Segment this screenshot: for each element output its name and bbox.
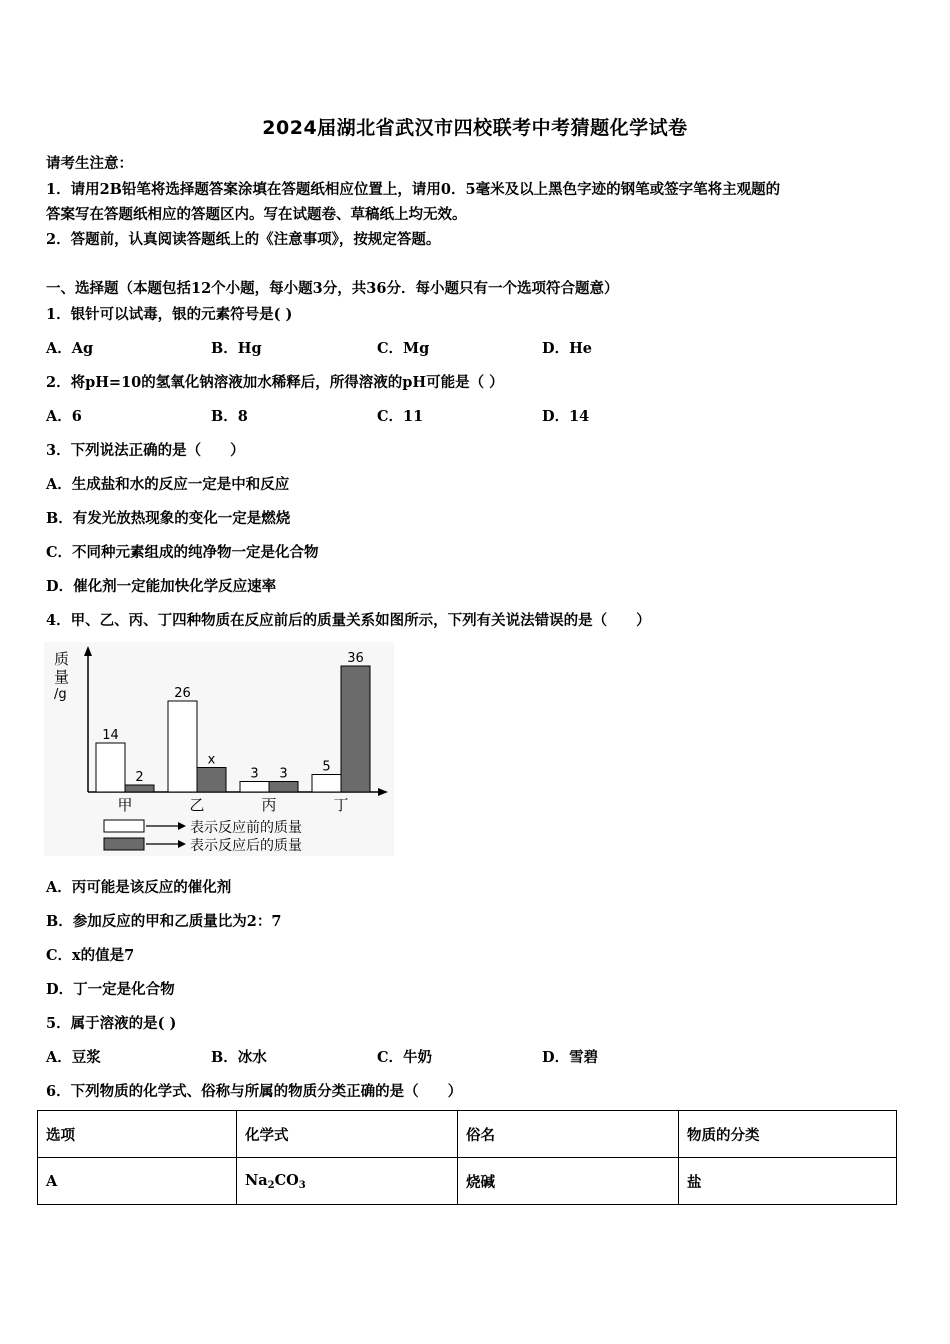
question-4-option-a: A．丙可能是该反应的催化剂 (46, 879, 232, 896)
bar-label-before-4: 5 (322, 759, 331, 775)
table-header-name: 俗名 (458, 1111, 679, 1158)
table-cell-name: 烧碱 (458, 1158, 679, 1205)
section-heading: 一、选择题（本题包括12个小题，每小题3分，共36分．每小题只有一个选项符合题意） (46, 280, 619, 297)
formula-subscript-3: 3 (298, 1179, 306, 1191)
legend-swatch-before (104, 820, 144, 832)
notice-item-2: 2．答题前，认真阅读答题纸上的《注意事项》，按规定答题。 (46, 231, 441, 248)
question-2-option-c: C．11 (377, 408, 424, 425)
table-cell-formula (237, 1158, 458, 1205)
question-5-option-c: C．牛奶 (377, 1049, 433, 1066)
question-4-option-d: D．丁一定是化合物 (46, 981, 175, 998)
mass-bar-chart (44, 642, 394, 856)
bar-after-1 (125, 785, 154, 792)
question-3-option-d: D．催化剂一定能加快化学反应速率 (46, 578, 277, 595)
bar-label-after-2: x (207, 752, 216, 768)
legend-swatch-after (104, 838, 144, 850)
bar-label-after-1: 2 (135, 770, 144, 785)
question-2-option-d: D．14 (542, 408, 590, 425)
bar-before-1 (96, 743, 125, 792)
chart-ylabel-3: /g (54, 687, 67, 702)
table-header-formula: 化学式 (237, 1111, 458, 1158)
question-3-option-b: B．有发光放热现象的变化一定是燃烧 (46, 510, 291, 527)
table-cell-category: 盐 (679, 1158, 897, 1205)
question-6-table (37, 1110, 897, 1205)
notice-heading: 请考生注意： (46, 155, 133, 172)
page-title: 2024届湖北省武汉市四校联考中考猜题化学试卷 (262, 117, 688, 139)
question-4-stem: 4．甲、乙、丙、丁四种物质在反应前后的质量关系如图所示，下列有关说法错误的是（ ） (46, 612, 651, 629)
table-cell-option: A (38, 1158, 237, 1205)
bar-label-before-2: 26 (174, 686, 191, 701)
bar-label-before-1: 14 (102, 728, 119, 743)
category-label-2: 乙 (189, 796, 205, 814)
formula-co: CO (274, 1171, 299, 1189)
question-5-stem: 5．属于溶液的是( ) (46, 1015, 177, 1032)
question-2-option-a: A．6 (46, 408, 82, 425)
notice-item-1-line-2: 答案写在答题纸相应的答题区内。写在试题卷、草稿纸上均无效。 (46, 206, 467, 223)
bar-label-after-3: 3 (279, 766, 288, 782)
notice-item-1-line-1: 1．请用2B铅笔将选择题答案涂填在答题纸相应位置上，请用0．5毫米及以上黑色字迹的钢笔或签字笔将主观题的 (46, 181, 781, 198)
question-1-option-d: D．He (542, 340, 592, 357)
question-2-stem: 2．将pH=10的氢氧化钠溶液加水稀释后，所得溶液的pH可能是（ ） (46, 374, 504, 391)
question-6-stem: 6．下列物质的化学式、俗称与所属的物质分类正确的是（ ） (46, 1083, 463, 1100)
question-1-option-b: B．Hg (211, 340, 262, 357)
question-3-option-c: C．不同种元素组成的纯净物一定是化合物 (46, 544, 319, 561)
table-header-category: 物质的分类 (679, 1111, 897, 1158)
formula-na: Na (245, 1171, 268, 1189)
bar-label-after-4: 36 (347, 651, 364, 666)
question-1-stem: 1．银针可以试毒，银的元素符号是( ) (46, 306, 293, 323)
legend-label-after: 表示反应后的质量 (190, 838, 302, 854)
question-5-option-b: B．冰水 (211, 1049, 267, 1066)
bar-before-2 (168, 701, 197, 792)
bar-label-before-3: 3 (250, 766, 259, 782)
table-header-row (38, 1111, 897, 1158)
bar-after-4 (341, 666, 370, 792)
legend-label-before: 表示反应前的质量 (190, 820, 302, 836)
table-header-option: 选项 (38, 1111, 237, 1158)
question-4-option-c: C．x的值是7 (46, 947, 135, 964)
chart-ylabel-1: 质 (54, 650, 70, 668)
category-label-1: 甲 (117, 796, 133, 814)
question-1-option-a: A．Ag (46, 340, 94, 357)
bar-after-3 (269, 782, 298, 793)
bar-after-2 (197, 768, 226, 793)
question-3-stem: 3．下列说法正确的是（ ） (46, 442, 245, 459)
question-2-option-b: B．8 (211, 408, 248, 425)
chart-ylabel-2: 量 (54, 668, 70, 686)
question-4-option-b: B．参加反应的甲和乙质量比为2：7 (46, 913, 282, 930)
category-label-3: 丙 (261, 796, 277, 814)
question-5-option-a: A．豆浆 (46, 1049, 101, 1066)
bar-before-3 (240, 782, 269, 793)
question-1-option-c: C．Mg (377, 340, 430, 357)
table-row (38, 1158, 897, 1205)
formula-subscript-2: 2 (267, 1179, 275, 1191)
question-5-option-d: D．雪碧 (542, 1049, 599, 1066)
category-label-4: 丁 (333, 796, 349, 814)
question-3-option-a: A．生成盐和水的反应一定是中和反应 (46, 476, 290, 493)
bar-before-4 (312, 775, 341, 793)
